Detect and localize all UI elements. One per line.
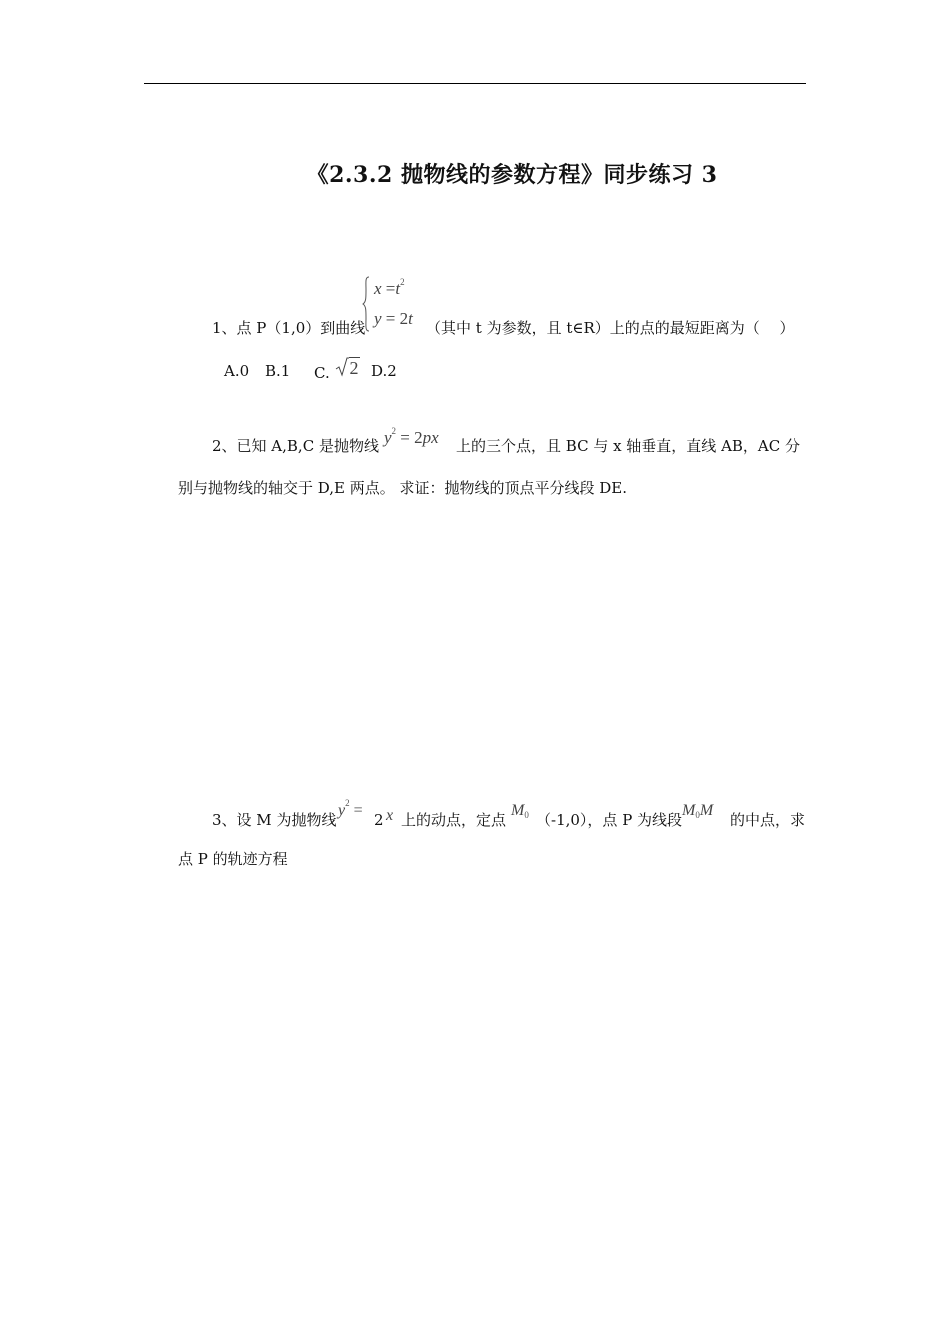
eq2-rhs: t [408, 309, 413, 328]
q3-mid1: 上的动点，定点 [401, 811, 507, 829]
q3-seg-m: M [699, 802, 714, 819]
q3-prefix: 3、设 M 为抛物线 [212, 811, 337, 829]
parametric-system [362, 276, 424, 334]
sqrt-expression [335, 357, 360, 378]
q3-seg-m0: M [682, 802, 696, 819]
q3-line2: 点 P 的轨迹方程 [178, 850, 288, 868]
equation-y [374, 309, 413, 329]
q2-eq-px: px [422, 428, 439, 447]
q2-eq-sup: 2 [391, 426, 397, 436]
q2-equation [384, 428, 439, 450]
eq2-lhs: y [374, 309, 382, 328]
eq1-eq: = [381, 279, 396, 298]
q3-eq-x [386, 805, 393, 826]
q2-suffix: 上的三个点，且 BC 与 x 轴垂直，直线 AB，AC 分 [456, 437, 801, 455]
q1-suffix: （其中 t 为参数，且 t∈R）上的点的最短距离为（ ） [426, 319, 795, 337]
q1-option-d: D.2 [371, 362, 397, 380]
q3-m0-sub: 0 [524, 810, 529, 820]
q3-eq-x-var: x [386, 807, 394, 824]
sqrt-radicand: 2 [349, 358, 359, 378]
equation-x [374, 279, 405, 299]
q1-option-c [314, 358, 360, 383]
page-title: 《2.3.2 抛物线的参数方程》同步练习 3 [306, 162, 718, 188]
q2-eq-mid: = 2 [396, 428, 423, 447]
radical-sign-icon [335, 357, 349, 377]
q3-segment [682, 800, 713, 822]
q3-equation [338, 800, 363, 822]
q3-eq-sup: 2 [345, 798, 350, 808]
q3-seg-sub: 0 [695, 810, 700, 820]
header-rule [144, 83, 806, 84]
q3-mid2: （-1,0），点 P 为线段 [536, 811, 683, 829]
q1-prefix: 1、点 P（1,0）到曲线 [212, 319, 366, 337]
eq2-eq: = 2 [381, 309, 409, 328]
q2-line2: 别与抛物线的轴交于 D,E 两点。 求证：抛物线的顶点平分线段 DE. [178, 479, 628, 497]
q2-prefix: 2、已知 A,B,C 是抛物线 [212, 437, 379, 455]
q1-option-c-label: C. [314, 364, 330, 382]
q3-suffix: 的中点，求 [730, 811, 806, 829]
q3-m0: M [511, 802, 525, 819]
q3-eq-y: y [338, 802, 346, 819]
q3-point-m0 [511, 800, 529, 822]
q2-eq-y: y [384, 428, 392, 447]
eq1-lhs: x [374, 279, 382, 298]
q3-eq-two: 2 [374, 811, 384, 829]
q3-eq-eq: = [349, 802, 363, 819]
eq1-sup: 2 [400, 277, 405, 287]
q1-option-b: B.1 [265, 362, 291, 380]
q1-option-a: A.0 [224, 362, 250, 380]
eq1-rhs: t [395, 279, 401, 298]
